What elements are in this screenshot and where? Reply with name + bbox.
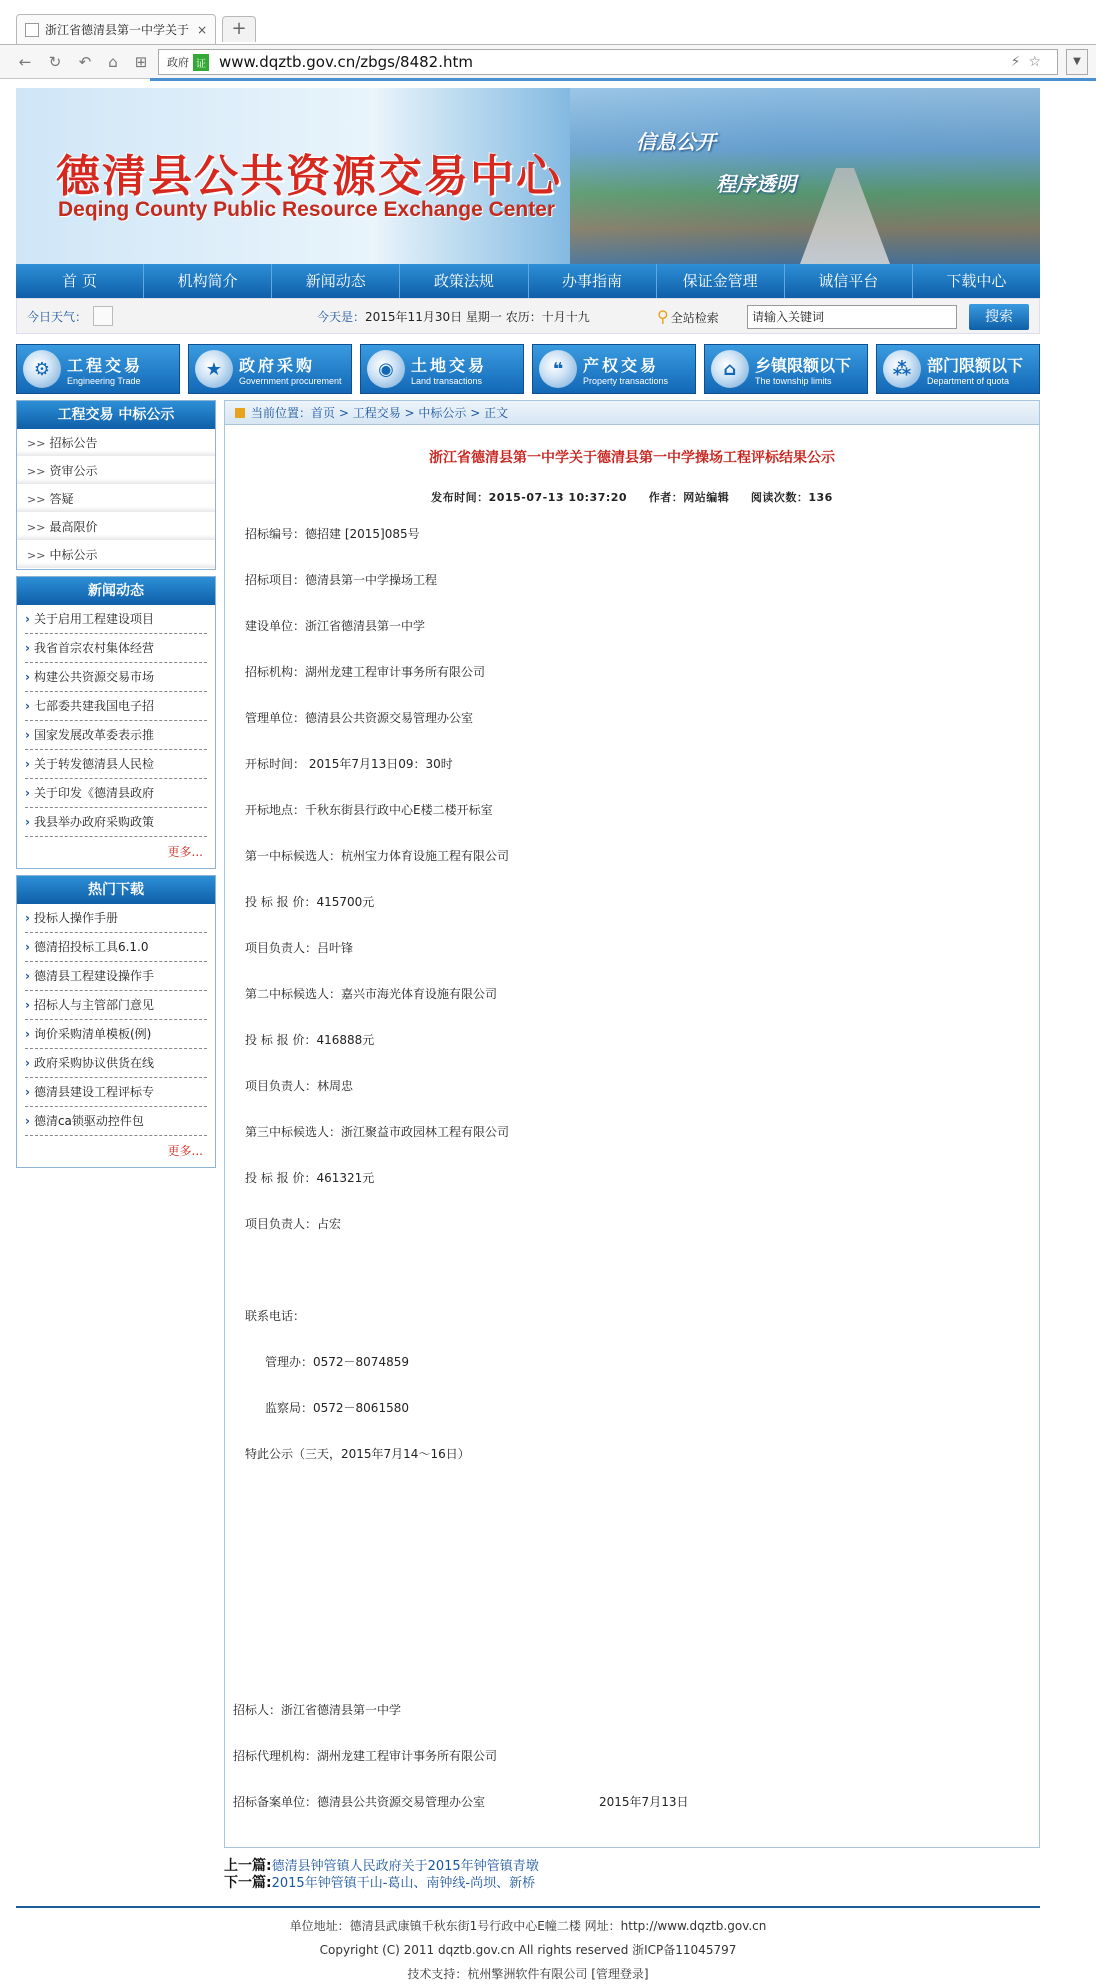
article-body xyxy=(225,505,1039,1491)
signer-agency: 招标代理机构：湖州龙建工程审计事务所有限公司 xyxy=(233,1749,498,1763)
signature-block xyxy=(233,1701,688,1839)
sidebar-trade-box xyxy=(16,400,216,570)
article-line: 开标时间： 2015年7月13日09：30时 xyxy=(245,757,453,771)
gov-site-label: 政府 xyxy=(167,56,189,69)
list-item[interactable]: › 构建公共资源交易市场 xyxy=(25,663,207,692)
info-bar xyxy=(16,298,1040,334)
article-line: 招标编号：德招建 [2015]085号 xyxy=(245,527,420,541)
signer-tenderer: 招标人：浙江省德清县第一中学 xyxy=(233,1703,402,1717)
page-favicon-icon xyxy=(25,23,39,37)
today-date xyxy=(317,308,590,325)
cat-land[interactable]: ◉ 土地交易 Land transactions xyxy=(360,344,524,394)
url-text[interactable]: www.dqztb.gov.cn/zbgs/8482.htm xyxy=(219,53,473,71)
prev-next-links xyxy=(224,1858,539,1892)
list-item[interactable]: › 国家发展改革委表示推 xyxy=(25,721,207,750)
list-item[interactable]: › 德清县工程建设操作手 xyxy=(25,962,207,991)
footer-divider xyxy=(16,1906,1040,1908)
sidebar-download-title: 热门下载 xyxy=(17,876,215,904)
site-footer xyxy=(16,1914,1040,1986)
next-article-link[interactable]: 2015年钟管镇干山-葛山、南钟线-尚坝、新桥 xyxy=(271,1876,536,1891)
sidebar-item-qualification[interactable]: >> 资审公示 xyxy=(17,457,215,485)
notice-period: 特此公示（三天，2015年7月14～16日） xyxy=(245,1447,470,1461)
list-item[interactable]: › 投标人操作手册 xyxy=(25,904,207,933)
site-banner xyxy=(16,88,1040,264)
site-title-cn: 德清县公共资源交易中心 xyxy=(56,151,562,202)
sidebar-item-max-price[interactable]: >> 最高限价 xyxy=(17,513,215,541)
list-item[interactable]: › 关于转发德清县人民检 xyxy=(25,750,207,779)
breadcrumb-label: 当前位置： xyxy=(251,406,312,420)
list-item[interactable]: › 德清县建设工程评标专 xyxy=(25,1078,207,1107)
main-nav xyxy=(16,264,1040,298)
footer-support[interactable]: 技术支持：杭州擎洲软件有限公司 [管理登录] xyxy=(407,1967,649,1981)
article-panel xyxy=(224,400,1040,1848)
nav-home[interactable]: 首 页 xyxy=(62,272,97,290)
lightning-icon[interactable]: ⚡ xyxy=(1010,54,1029,70)
sidebar-download-box xyxy=(16,875,216,1168)
next-label: 下一篇: xyxy=(224,1875,272,1891)
star-icon: ★ xyxy=(195,350,233,388)
article-line: 管理单位：德清县公共资源交易管理办公室 xyxy=(245,711,474,725)
nav-credit[interactable]: 诚信平台 xyxy=(784,264,912,298)
city-photo xyxy=(570,88,1040,264)
download-more-link[interactable]: 更多... xyxy=(167,1144,203,1158)
article-line: 第二中标候选人：嘉兴市海光体育设施有限公司 xyxy=(245,987,498,1001)
article-line: 招标机构：湖州龙建工程审计事务所有限公司 xyxy=(245,665,486,679)
new-tab-button[interactable]: + xyxy=(222,16,256,42)
org-icon: ⁂ xyxy=(883,350,921,388)
article-line: 第三中标候选人：浙江聚益市政园林工程有限公司 xyxy=(245,1125,510,1139)
sidebar-news-box xyxy=(16,576,216,869)
list-item[interactable]: › 政府采购协议供货在线 xyxy=(25,1049,207,1078)
slogan-transparent: 程序透明 xyxy=(716,172,796,196)
gear-icon: ⚙ xyxy=(23,350,61,388)
cat-engineering[interactable]: ⚙ 工程交易 Engineering Trade xyxy=(16,344,180,394)
article-line: 建设单位：浙江省德清县第一中学 xyxy=(245,619,426,633)
location-icon xyxy=(235,408,245,418)
list-item[interactable]: › 德清ca锁驱动控件包 xyxy=(25,1107,207,1136)
article-line: 招标项目：德清县第一中学操场工程 xyxy=(245,573,438,587)
sidebar-item-award[interactable]: >> 中标公示 xyxy=(17,541,215,569)
search-button[interactable]: 搜索 xyxy=(969,304,1029,330)
chat-icon: ❝ xyxy=(539,350,577,388)
apps-icon[interactable]: ⊞ xyxy=(134,53,148,71)
undo-icon[interactable]: ↶ xyxy=(78,53,92,71)
list-item[interactable]: › 德清招投标工具6.1.0 xyxy=(25,933,207,962)
sidebar-trade-title: 工程交易 中标公示 xyxy=(17,401,215,429)
nav-policy[interactable]: 政策法规 xyxy=(399,264,527,298)
prev-label: 上一篇: xyxy=(224,1858,272,1874)
contact-label: 联系电话： xyxy=(245,1309,306,1323)
nav-download[interactable]: 下载中心 xyxy=(912,264,1040,298)
contact-supervision: 监察局：0572－8061580 xyxy=(265,1401,409,1415)
list-item[interactable]: › 我县举办政府采购政策 xyxy=(25,808,207,837)
article-line: 第一中标候选人：杭州宝力体育设施工程有限公司 xyxy=(245,849,510,863)
article-line: 投 标 报 价：416888元 xyxy=(245,1033,375,1047)
nav-about[interactable]: 机构简介 xyxy=(143,264,271,298)
search-label: ⚲ 全站检索 xyxy=(657,306,719,326)
read-count: 136 xyxy=(808,491,833,504)
home-icon[interactable]: ⌂ xyxy=(108,53,118,71)
toolbar-accent xyxy=(150,78,1096,81)
search-input[interactable]: 请输入关键词 xyxy=(747,305,957,329)
sidebar xyxy=(16,400,216,1174)
article-line: 项目负责人：占宏 xyxy=(245,1217,342,1231)
news-more-link[interactable]: 更多... xyxy=(167,845,203,859)
author: 网站编辑 xyxy=(683,491,730,504)
today-label: 今天是： xyxy=(317,309,366,324)
close-tab-icon[interactable]: × xyxy=(196,22,207,37)
signer-filing: 招标备案单位：德清县公共资源交易管理办公室 2015年7月13日 xyxy=(233,1795,689,1809)
weather-icon xyxy=(93,306,113,326)
breadcrumb xyxy=(225,401,1039,425)
article-line: 投 标 报 价：415700元 xyxy=(245,895,375,909)
category-row xyxy=(16,344,1040,394)
reload-icon[interactable]: ↻ xyxy=(48,53,62,71)
cat-township[interactable]: ⌂ 乡镇限额以下 The township limits xyxy=(704,344,868,394)
tab-title: 浙江省德清县第一中学关于 xyxy=(45,23,190,37)
cat-property[interactable]: ❝ 产权交易 Property transactions xyxy=(532,344,696,394)
article-line: 投 标 报 价：461321元 xyxy=(245,1171,375,1185)
sidebar-news-title: 新闻动态 xyxy=(17,577,215,605)
globe-icon: ◉ xyxy=(367,350,405,388)
contact-management: 管理办：0572－8074859 xyxy=(265,1355,409,1369)
list-item[interactable]: › 询价采购清单模板(例) xyxy=(25,1020,207,1049)
cat-procurement[interactable]: ★ 政府采购 Government procurement xyxy=(188,344,352,394)
list-item[interactable]: › 七部委共建我国电子招 xyxy=(25,692,207,721)
sidebar-item-bid-notice[interactable]: >> 招标公告 xyxy=(17,429,215,457)
list-item[interactable]: › 我省首宗农村集体经营 xyxy=(25,634,207,663)
bookmark-star-icon[interactable]: ☆ xyxy=(1028,54,1049,70)
article-title: 浙江省德清县第一中学关于德清县第一中学操场工程评标结果公示 xyxy=(429,450,835,466)
house-icon: ⌂ xyxy=(711,350,749,388)
prev-article-link[interactable]: 德清县钟管镇人民政府关于2015年钟管镇青墩 xyxy=(271,1859,539,1874)
breadcrumb-path[interactable]: 首页 > 工程交易 > 中标公示 > 正文 xyxy=(311,406,509,420)
article-line: 开标地点：千秋东街县行政中心E楼二楼开标室 xyxy=(245,803,493,817)
chevron-down-icon[interactable]: ▼ xyxy=(1066,49,1088,75)
article-line: 项目负责人：林周忠 xyxy=(245,1079,354,1093)
cat-department[interactable]: ⁂ 部门限额以下 Department of quota xyxy=(876,344,1040,394)
search-icon: ⚲ xyxy=(657,306,669,326)
list-item[interactable]: › 招标人与主管部门意见 xyxy=(25,991,207,1020)
site-title-en: Deqing County Public Resource Exchange Center xyxy=(58,198,556,221)
footer-address: 单位地址：德清县武康镇千秋东街1号行政中心E幢二楼 网址：http://www.dqztb.gov.cn xyxy=(289,1919,767,1933)
address-bar[interactable] xyxy=(158,49,1058,75)
nav-guide[interactable]: 办事指南 xyxy=(528,264,656,298)
footer-copyright: Copyright (C) 2011 dqztb.gov.cn All rights reserved 浙ICP备11045797 xyxy=(319,1943,737,1957)
article-line: 项目负责人：吕叶锋 xyxy=(245,941,354,955)
page-wrapper xyxy=(16,88,1040,1981)
back-icon[interactable]: ← xyxy=(18,53,32,71)
sidebar-item-qa[interactable]: >> 答疑 xyxy=(17,485,215,513)
browser-toolbar xyxy=(0,45,1096,79)
article-meta: 发布时间：2015-07-13 10:37:20 作者：网站编辑 阅读次数：136 xyxy=(431,491,833,504)
nav-deposit[interactable]: 保证金管理 xyxy=(656,264,784,298)
list-item[interactable]: › 关于印发《德清县政府 xyxy=(25,779,207,808)
publish-time: 2015-07-13 10:37:20 xyxy=(488,491,628,504)
weather-label: 今日天气： xyxy=(27,309,88,324)
sign-date: 2015年7月13日 xyxy=(599,1795,689,1809)
browser-tabbar xyxy=(0,0,1116,44)
slogan-info-open: 信息公开 xyxy=(636,130,716,154)
cert-badge: 证 xyxy=(193,54,209,71)
nav-news[interactable]: 新闻动态 xyxy=(271,264,399,298)
list-item[interactable]: › 关于启用工程建设项目 xyxy=(25,605,207,634)
browser-tab[interactable] xyxy=(16,14,216,44)
today-value: 2015年11月30日 星期一 农历：十月十九 xyxy=(365,309,590,324)
